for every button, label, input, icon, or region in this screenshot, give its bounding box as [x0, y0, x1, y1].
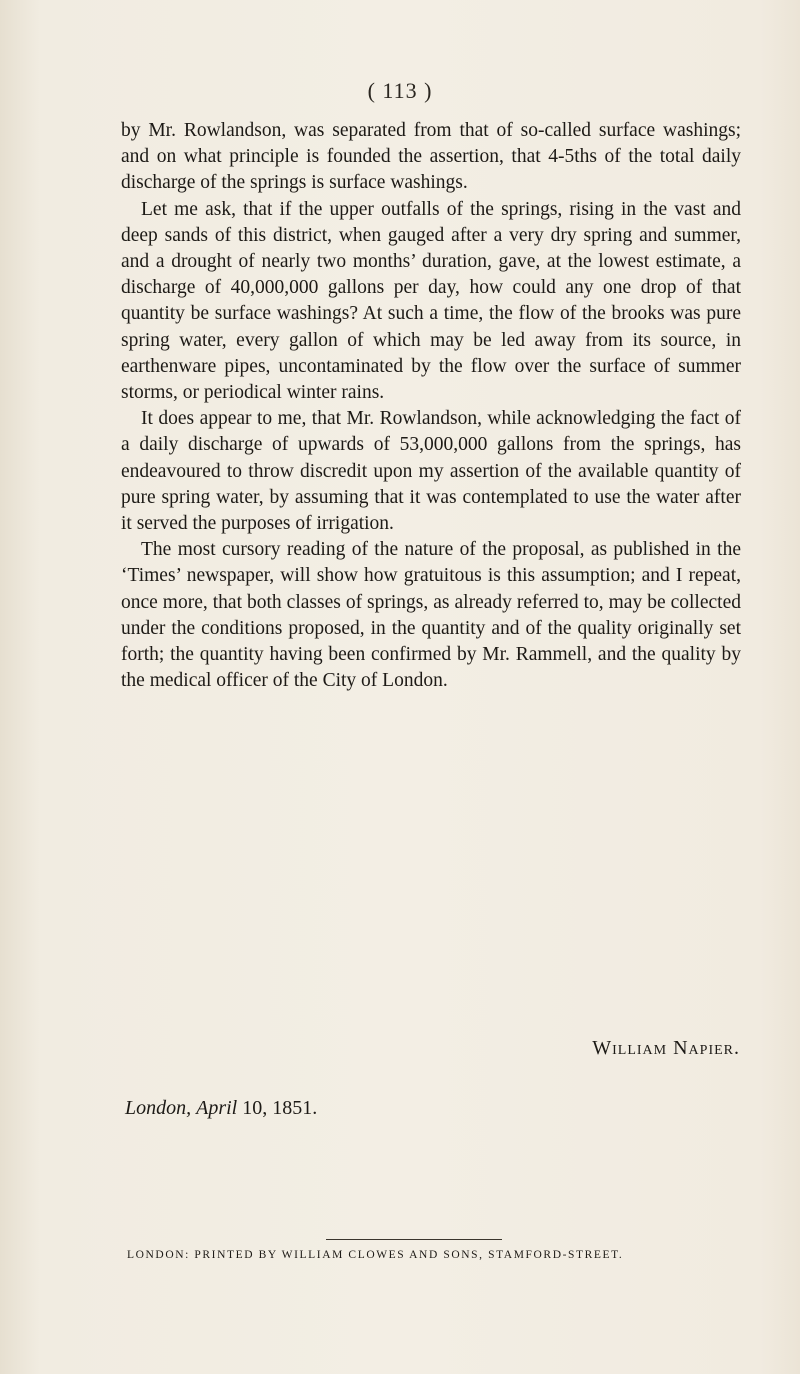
dateline: [125, 1097, 317, 1120]
date-place: London,: [125, 1097, 192, 1119]
date-rest: 10, 1851.: [242, 1097, 318, 1119]
printer-imprint: LONDON: PRINTED BY WILLIAM CLOWES AND SONS, STAMFORD-STREET.: [127, 1249, 624, 1261]
paragraph-3: It does appear to me, that Mr. Rowlandson, while acknowledging the fact of a daily discharge of upwards of 53,000,000 gallons from the springs, has endeavoured to throw discredit upon my assertion of the available quantity of pure spring water, by assuming that it was contemplated to use the water after it served the purposes of irrigation.: [121, 408, 741, 535]
paragraph-1: by Mr. Rowlandson, was separated from that of so-called surface washings; and on what principle is founded the assertion, that 4-5ths of the total daily discharge of the springs is surface washings.: [121, 120, 741, 194]
paragraph-4: The most cursory reading of the nature of the proposal, as published in the ‘Times’ newspaper, will show how gratuitous is this assumption; and I repeat, once more, that both classes of springs, as already referred to, may be collected under the conditions proposed, in the quantity and of the quality originally set forth; the quantity having been confirmed by Mr. Rammell, and the quality by the medical officer of the City of London.: [121, 539, 741, 692]
page-number: ( 113 ): [367, 78, 433, 103]
signature: William Napier.: [592, 1037, 740, 1059]
body-text: [121, 118, 741, 694]
date-month: April: [196, 1097, 238, 1119]
paragraph-2: Let me ask, that if the upper outfalls of the springs, rising in the vast and deep sands of this district, when gauged after a very dry spring and summer, and a drought of nearly two months’ duration, gave, at the lowest estimate, a discharge of 40,000,000 gallons per day, how could any one drop of that quantity be surface washings? At such a time, the flow of the brooks was pure spring water, every gallon of which may be led away from its source, in earthenware pipes, uncontaminated by the flow over the surface of summer storms, or periodical winter rains.: [121, 198, 741, 404]
divider-rule: [326, 1239, 502, 1240]
